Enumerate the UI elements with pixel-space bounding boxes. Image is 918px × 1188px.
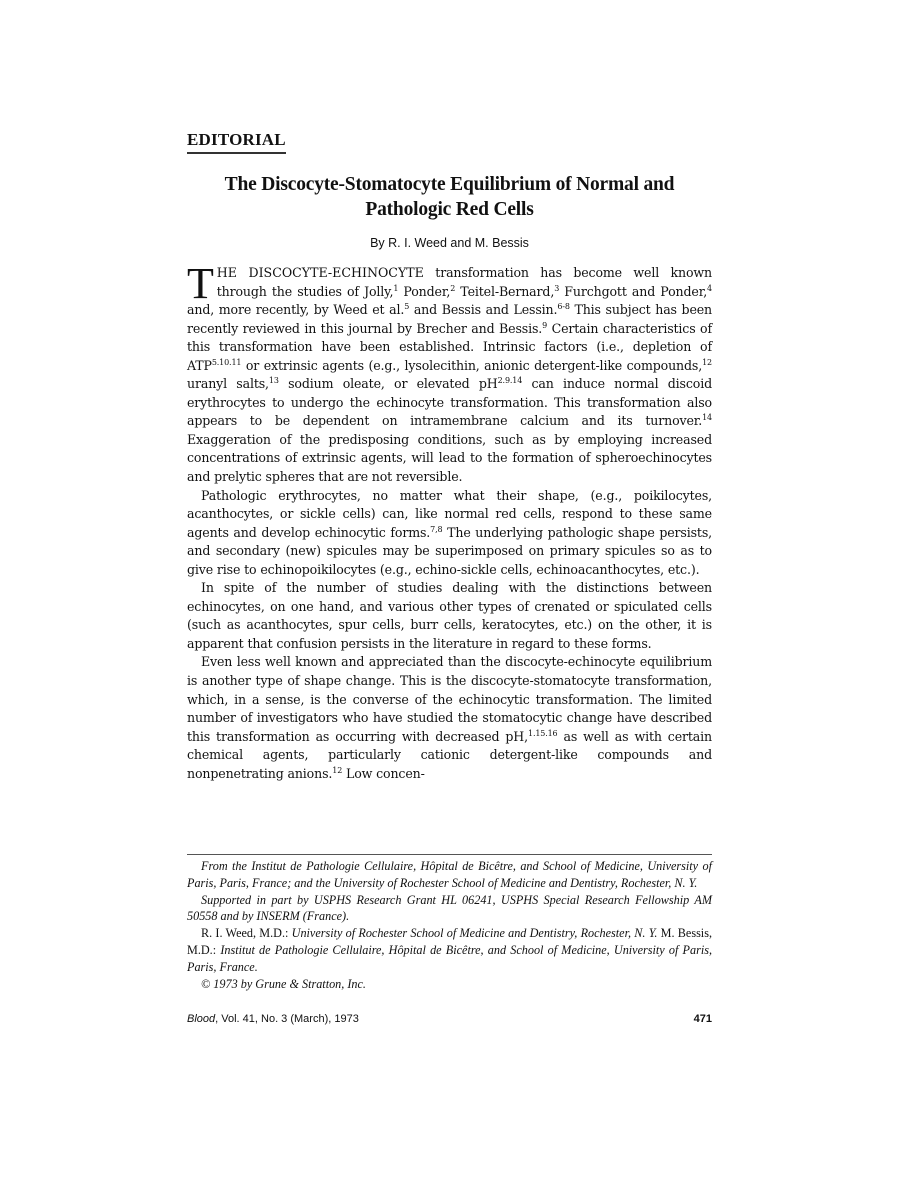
citation-ref: 4 [707,283,712,293]
footnote-divider [187,854,712,855]
page-footer [187,1013,712,1025]
journal-name: Blood [187,1013,216,1025]
citation-ref: 3 [554,283,560,293]
citation-ref: 2 [450,283,456,293]
citation-ref: 2.9.14 [497,376,523,386]
article-title [187,172,712,222]
drop-cap: T [187,259,214,308]
citation-ref: 5.10.11 [211,357,242,367]
citation-ref: 1 [393,283,399,293]
journal-citation: Blood, Vol. 41, No. 3 (March), 1973 [187,1013,359,1025]
citation-ref: 5 [404,302,410,312]
footnote-support: Supported in part by USPHS Research Grant HL 06241, USPHS Special Research Fellowship AM 50558 and by INSERM (France). [187,892,712,924]
page-number: 471 [693,1013,712,1025]
footnote-copyright: © 1973 by Grune & Stratton, Inc. [201,976,366,991]
byline: By R. I. Weed and M. Bessis [370,236,529,250]
footnotes [187,858,712,992]
paragraph-2: Pathologic erythrocytes, no matter what their shape, (e.g., poikilocytes, acanthocytes, or sickle cells) can, like normal red cells, respond to these same agents and develop echinocytic forms.$^{7,8}$ The underlying pathologic shape persists, and secondary (new) spicules may be superimposed on primary spicules so as to give rise to echinopoikilocytes (e.g., echino-sickle cells, echinoacanthocytes, etc.). [187,487,713,577]
footnote-affiliation: From the Institut de Pathologie Cellulaire, Hôpital de Bicêtre, and School of Medicine, University of Paris, Paris, France; and the University of Rochester School of Medicine and Dentistry, Rochester, N. Y. [187,859,712,890]
title-line-2: Pathologic Red Cells [365,199,534,220]
citation-ref: 6-8 [557,302,570,312]
citation-ref: 14 [702,413,712,423]
citation-ref: 13 [268,376,279,386]
footnote-authors: R. I. Weed, M.D.: University of Rochester School of Medicine and Dentistry, Rochester, N. Y. M. Bessis, M.D.: Institut de Pathologie Cellulaire, Hôpital de Bicêtre, and School of Medicine, University of Paris, Paris, France. [187,926,712,974]
title-line-1: The Discocyte-Stomatocyte Equilibrium of Normal and [224,174,675,195]
author-bessis: M. Bessis, M.D.: [187,926,712,957]
citation-ref: 9 [542,320,548,330]
citation-ref: 12 [702,357,712,367]
paragraph-4: Even less well known and appreciated than the discocyte-echinocyte equilibrium is another type of shape change. This is the discocyte-stomatocyte transformation, which, in a sense, is the converse of the echinocytic transformation. The limited number of investigators who have studied the stomatocytic change have described this transformation as occurring with decreased pH,$^{1.15.16}$ as well as with certain chemical agents, particularly cationic detergent-like compounds and nonpenetrating anions.$^{12}$ Low concen- [187,654,712,781]
citation-ref: 1.15.16 [528,728,558,738]
article-body [187,259,713,783]
section-label: EDITORIAL [187,130,286,154]
paragraph-1: THE DISCOCYTE-ECHINOCYTE transformation has become well known through the studies of Jolly,$^1$ Ponder,$^2$ Teitel-Bernard,$^3$ Furchgott and Ponder,$^4$ and, more recently, by Weed et al.$^5$ and Bessis and Lessin.$^{6-8}$ This subject has been recently reviewed in this journal by Brecher and Bessis.$^9$ Certain characteristics of this transformation have been established. Intrinsic factors (i.e., depletion of $ATP^{5.10.11}$ or extrinsic agents (e.g., lysolecithin, anionic detergent-like compounds,$^{12}$ uranyl salts,$^{13}$ sodium oleate, or elevated $pH^{2.9.14}$ can induce normal discoid erythrocytes to undergo the echinocyte transformation. This transformation also appears to be dependent on intramembrane calcium and its turnover.$^{14}$ Exaggeration of the predisposing conditions, such as by employing increased concentrations of extrinsic agents, will lead to the formation of spheroechinocytes and prelytic spheres that are not reversible. [187,259,713,485]
citation-ref: 12 [332,765,343,775]
citation-ref: 7,8 [430,524,443,534]
paragraph-3: In spite of the number of studies dealing with the distinctions between echinocytes, on one hand, and various other types of crenated or spiculated cells (such as acanthocytes, spur cells, burr cells, keratocytes, etc.) on the other, it is apparent that confusion persists in the literature in regard to these forms. [187,580,712,651]
author-weed: R. I. Weed, M.D.: [201,926,289,941]
